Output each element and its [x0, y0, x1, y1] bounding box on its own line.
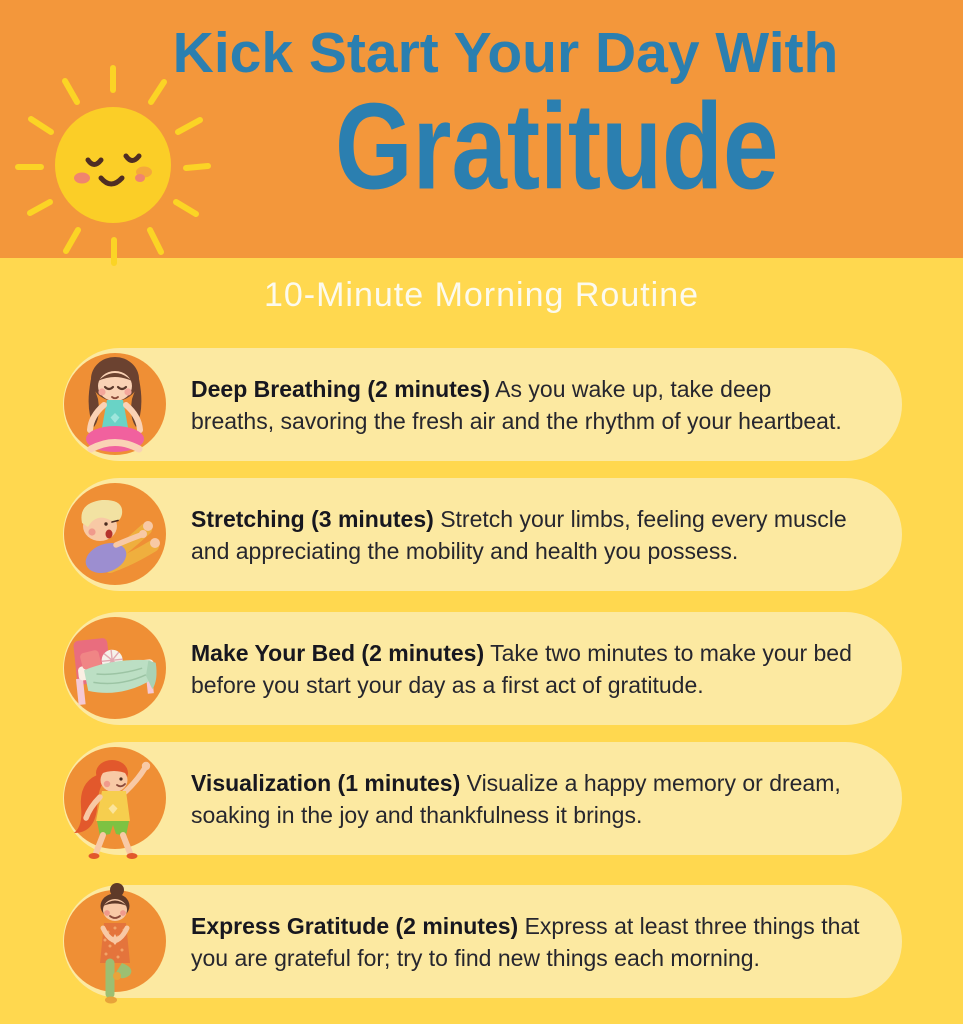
card-body: Express at least three things that you are grateful for; try to find new things each morning.: [191, 912, 860, 971]
routine-card-stretching: [63, 478, 902, 591]
subtitle: 10-Minute Morning Routine: [263, 276, 700, 314]
card-body: As you wake up, take deep breaths, savoring the fresh air and the rhythm of your heartbeat.: [191, 375, 842, 434]
routine-card-express-gratitude: [63, 885, 902, 998]
card-body: Visualize a happy memory or dream, soaking in the joy and thankfulness it brings.: [191, 769, 841, 828]
card-heading: Make Your Bed (2 minutes): [191, 639, 485, 666]
card-body: Take two minutes to make your bed before you start your day as a first act of gratitude.: [191, 639, 852, 698]
card-heading: Stretching (3 minutes): [191, 505, 434, 532]
made-bed-icon: [64, 612, 166, 725]
card-text: [191, 348, 860, 461]
stretching-child-icon: [64, 478, 166, 591]
poster-title-line: Kick Start Your Day With: [172, 21, 839, 85]
routine-card-make-your-bed: [63, 612, 902, 725]
card-heading: Visualization (1 minutes): [191, 769, 461, 796]
yoga-tree-pose-icon: [64, 885, 166, 998]
card-text: [191, 742, 860, 855]
poster-title-word: Gratitude: [335, 77, 779, 215]
card-body: Stretch your limbs, feeling every muscle and appreciating the mobility and health you possess.: [191, 505, 847, 564]
card-heading: Deep Breathing (2 minutes): [191, 375, 491, 402]
meditating-girl-icon: [64, 348, 166, 461]
routine-card-visualization: [63, 742, 902, 855]
visualizing-girl-icon: [64, 742, 166, 855]
card-heading: Express Gratitude (2 minutes): [191, 912, 519, 939]
card-text: [191, 612, 860, 725]
card-text: [191, 885, 860, 998]
header: [0, 0, 963, 258]
card-text: [191, 478, 860, 591]
routine-card-deep-breathing: [63, 348, 902, 461]
